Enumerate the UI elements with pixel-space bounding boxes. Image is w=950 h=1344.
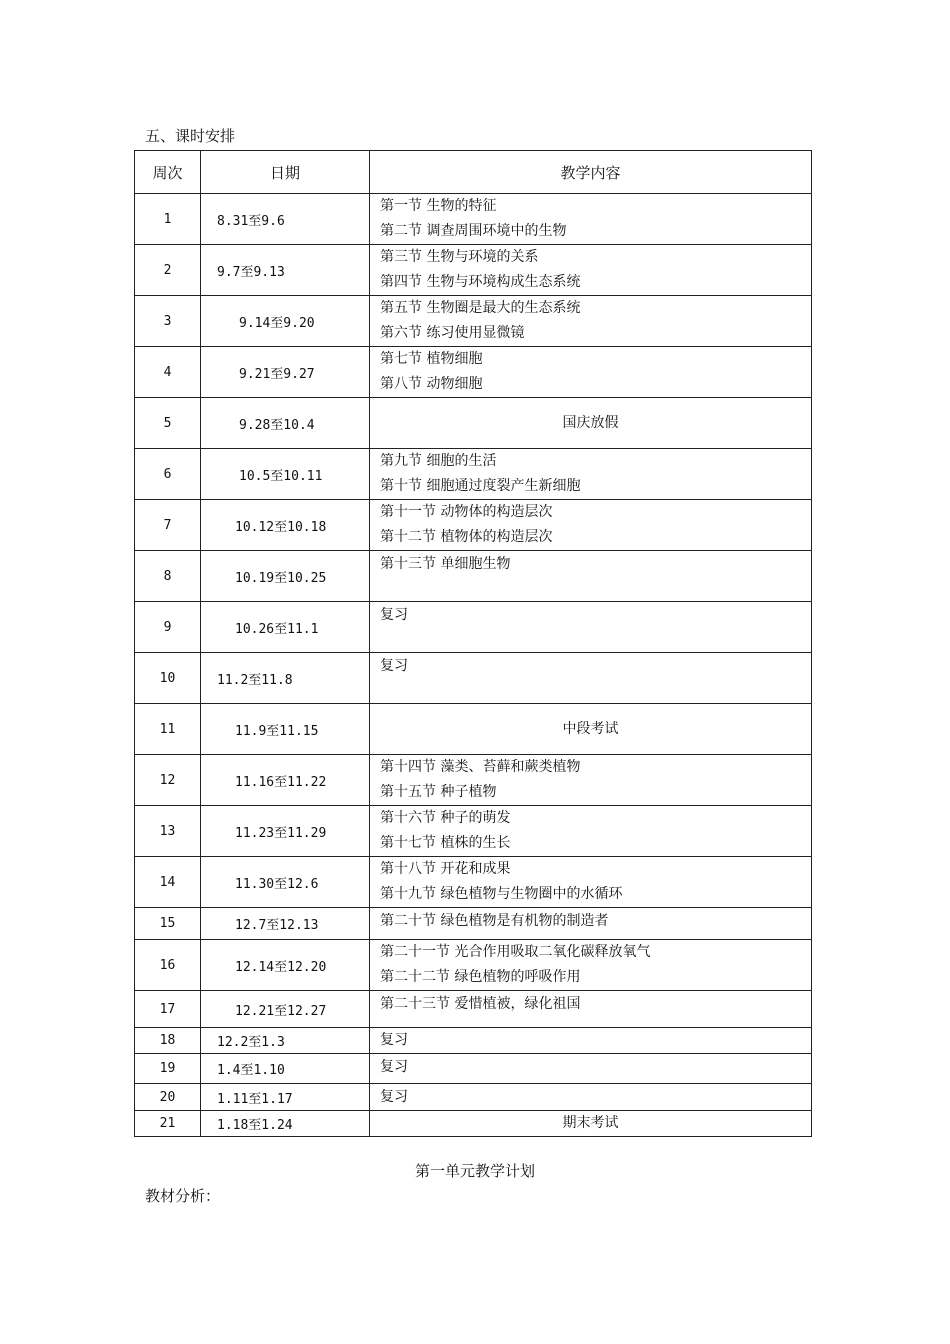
date-cell: 11.16至11.22 (201, 755, 370, 806)
content-line: 国庆放假 (562, 414, 619, 431)
header-week: 周次 (135, 151, 201, 194)
date-cell: 10.5至10.11 (201, 449, 370, 500)
material-analysis-label: 教材分析： (145, 1187, 221, 1205)
content-line: 第十二节 植物体的构造层次 (380, 529, 553, 545)
week-cell: 4 (135, 347, 201, 398)
week-cell: 10 (135, 653, 201, 704)
date-cell: 9.14至9.20 (201, 296, 370, 347)
content-line: 第十三节 单细胞生物 (380, 556, 511, 572)
week-cell: 5 (135, 398, 201, 449)
unit-title: 第一单元教学计划 (414, 1162, 535, 1180)
table-row (135, 194, 812, 245)
content-cell (370, 755, 812, 806)
content-line: 第十九节 绿色植物与生物圈中的水循环 (380, 886, 623, 902)
week-cell: 11 (135, 704, 201, 755)
content-line: 第四节 生物与环境构成生态系统 (380, 274, 581, 290)
table-row (135, 398, 812, 449)
date-cell: 1.18至1.24 (201, 1111, 370, 1137)
content-line: 第一节 生物的特征 (380, 198, 497, 214)
content-cell (370, 500, 812, 551)
content-line: 期末考试 (562, 1115, 619, 1131)
week-cell: 2 (135, 245, 201, 296)
table-row (135, 857, 812, 908)
content-cell (370, 1111, 812, 1137)
table-row (135, 1111, 812, 1137)
content-line: 第六节 练习使用显微镜 (380, 325, 525, 341)
table-row (135, 449, 812, 500)
date-cell: 11.30至12.6 (201, 857, 370, 908)
week-cell: 14 (135, 857, 201, 908)
content-cell (370, 602, 812, 653)
table-row (135, 653, 812, 704)
week-cell: 16 (135, 940, 201, 991)
table-row (135, 806, 812, 857)
table-row (135, 347, 812, 398)
content-line: 第十五节 种子植物 (380, 784, 497, 800)
content-line: 第十一节 动物体的构造层次 (380, 504, 553, 520)
content-line: 第二十三节 爱惜植被，绿化祖国 (380, 996, 581, 1012)
content-cell (370, 857, 812, 908)
content-line: 第十四节 藻类、苔藓和蕨类植物 (380, 759, 581, 775)
date-cell: 12.2至1.3 (201, 1028, 370, 1054)
content-line: 复习 (380, 1088, 408, 1105)
date-cell: 1.11至1.17 (201, 1084, 370, 1111)
content-line: 第二节 调查周围环境中的生物 (380, 223, 567, 239)
content-line: 复习 (380, 658, 408, 674)
table-row (135, 245, 812, 296)
table-row (135, 296, 812, 347)
content-line: 第九节 细胞的生活 (380, 453, 497, 469)
content-line: 复习 (380, 1059, 408, 1075)
content-line: 第三节 生物与环境的关系 (380, 249, 539, 265)
content-line: 第五节 生物圈是最大的生态系统 (380, 300, 581, 316)
date-cell: 9.21至9.27 (201, 347, 370, 398)
date-cell: 11.23至11.29 (201, 806, 370, 857)
content-cell (370, 449, 812, 500)
content-cell (370, 398, 812, 449)
content-line: 复习 (380, 1032, 408, 1048)
week-cell: 18 (135, 1028, 201, 1054)
content-line: 第二十节 绿色植物是有机物的制造者 (380, 913, 609, 929)
content-cell (370, 991, 812, 1028)
content-cell (370, 1028, 812, 1054)
date-cell: 12.14至12.20 (201, 940, 370, 991)
week-cell: 8 (135, 551, 201, 602)
week-cell: 1 (135, 194, 201, 245)
table-row (135, 1054, 812, 1084)
content-cell (370, 245, 812, 296)
content-cell (370, 653, 812, 704)
date-cell: 9.7至9.13 (201, 245, 370, 296)
date-cell: 8.31至9.6 (201, 194, 370, 245)
content-cell (370, 347, 812, 398)
table-header-row (135, 151, 812, 194)
content-cell (370, 194, 812, 245)
week-cell: 3 (135, 296, 201, 347)
content-line: 第二十一节 光合作用吸取二氧化碳释放氧气 (380, 944, 651, 960)
week-cell: 9 (135, 602, 201, 653)
header-content: 教学内容 (370, 151, 812, 194)
week-cell: 6 (135, 449, 201, 500)
week-cell: 12 (135, 755, 201, 806)
date-cell: 10.19至10.25 (201, 551, 370, 602)
table-row (135, 704, 812, 755)
content-cell (370, 1084, 812, 1111)
schedule-table (134, 150, 812, 1137)
header-date: 日期 (201, 151, 370, 194)
content-line: 中段考试 (562, 720, 619, 737)
content-cell (370, 551, 812, 602)
date-cell: 10.26至11.1 (201, 602, 370, 653)
week-cell: 19 (135, 1054, 201, 1084)
week-cell: 7 (135, 500, 201, 551)
content-cell (370, 940, 812, 991)
content-line: 第二十二节 绿色植物的呼吸作用 (380, 969, 581, 985)
date-cell: 11.9至11.15 (201, 704, 370, 755)
content-line: 第十七节 植株的生长 (380, 835, 511, 851)
week-cell: 20 (135, 1084, 201, 1111)
content-line: 第十八节 开花和成果 (380, 861, 511, 877)
week-cell: 17 (135, 991, 201, 1028)
date-cell: 10.12至10.18 (201, 500, 370, 551)
table-row (135, 991, 812, 1028)
content-cell (370, 806, 812, 857)
content-cell (370, 1054, 812, 1084)
table-row (135, 602, 812, 653)
content-cell (370, 296, 812, 347)
section-heading: 五、课时安排 (145, 127, 236, 145)
content-line: 第十六节 种子的萌发 (380, 810, 511, 826)
table-row (135, 755, 812, 806)
content-line: 复习 (380, 607, 408, 623)
week-cell: 15 (135, 908, 201, 940)
date-cell: 11.2至11.8 (201, 653, 370, 704)
content-cell (370, 908, 812, 940)
table-row (135, 1028, 812, 1054)
table-row (135, 551, 812, 602)
week-cell: 21 (135, 1111, 201, 1137)
content-line: 第十节 细胞通过度裂产生新细胞 (380, 478, 581, 494)
table-row (135, 1084, 812, 1111)
table-row (135, 908, 812, 940)
content-line: 第七节 植物细胞 (380, 351, 483, 367)
content-cell (370, 704, 812, 755)
date-cell: 12.7至12.13 (201, 908, 370, 940)
date-cell: 12.21至12.27 (201, 991, 370, 1028)
table-row (135, 500, 812, 551)
date-cell: 9.28至10.4 (201, 398, 370, 449)
table-row (135, 940, 812, 991)
date-cell: 1.4至1.10 (201, 1054, 370, 1084)
week-cell: 13 (135, 806, 201, 857)
content-line: 第八节 动物细胞 (380, 376, 483, 392)
